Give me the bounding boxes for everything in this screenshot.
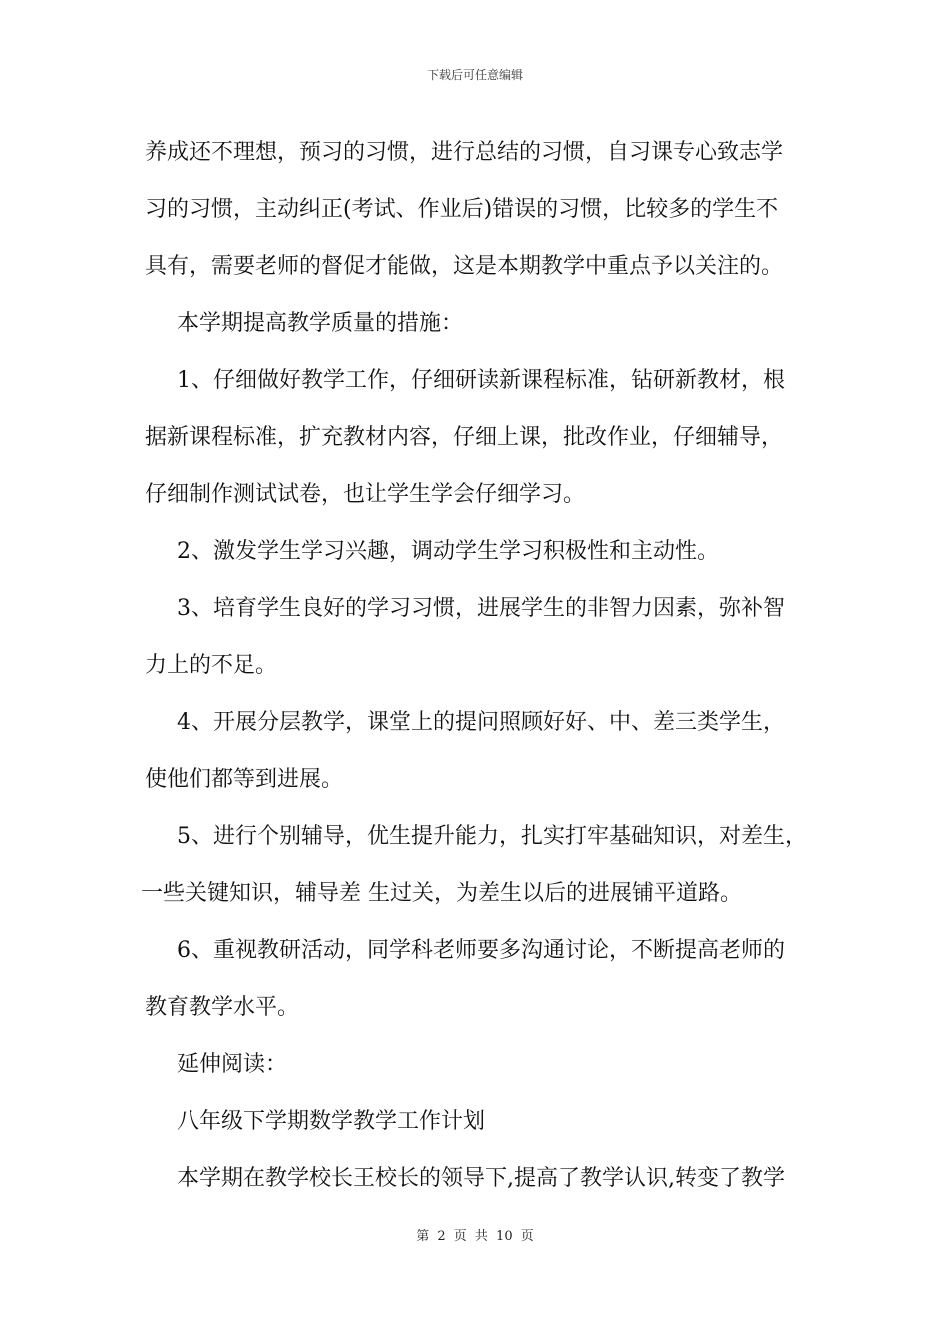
- body-line: 仔细制作测试试卷，也让学生学会仔细学习。: [145, 482, 586, 507]
- body-line: 6、重视教研活动，同学科老师要多沟通讨论，不断提高老师的: [177, 938, 785, 963]
- body-line: 教育教学水平。: [145, 995, 300, 1020]
- document-body: [141, 133, 835, 1216]
- body-line: 养成还不理想，预习的习惯，进行总结的习惯，自习课专心致志学: [145, 140, 784, 165]
- body-line: 1、仔细做好教学工作，仔细研读新课程标准，钻研新教材，根: [177, 368, 785, 393]
- body-line: 力上的不足。: [145, 653, 278, 678]
- body-line: 习的习惯，主动纠正(考试、作业后)错误的习惯，比较多的学生不: [145, 197, 779, 222]
- section-title: 八年级下学期数学教学工作计划: [177, 1109, 486, 1134]
- body-line: 本学期在教学校长王校长的领导下,提高了教学认识,转变了教学: [177, 1166, 785, 1191]
- body-line: 3、培育学生良好的学习习惯，进展学生的非智力因素，弥补智: [177, 596, 785, 621]
- page-header: 下载后可任意编辑: [426, 68, 523, 82]
- body-line: 据新课程标准，扩充教材内容，仔细上课，批改作业，仔细辅导，: [145, 425, 784, 450]
- body-line: 具有，需要老师的督促才能做，这是本期教学中重点予以关注的。: [145, 254, 784, 279]
- section-label: 延伸阅读：: [177, 1052, 288, 1077]
- body-line: 4、开展分层教学，课堂上的提问照顾好好、中、差三类学生，: [177, 710, 785, 735]
- body-line: 5、进行个别辅导，优生提升能力，扎实打牢基础知识，对差生，: [177, 824, 807, 849]
- body-line: 本学期提高教学质量的措施：: [177, 311, 464, 336]
- body-line: 2、激发学生学习兴趣，调动学生学习积极性和主动性。: [177, 539, 719, 564]
- body-line: 一些关键知识，辅导差 生过关，为差生以后的进展铺平道路。: [141, 881, 742, 906]
- page-footer: 第 2 页 共 10 页: [416, 1229, 534, 1244]
- body-line: 使他们都等到进展。: [145, 767, 344, 792]
